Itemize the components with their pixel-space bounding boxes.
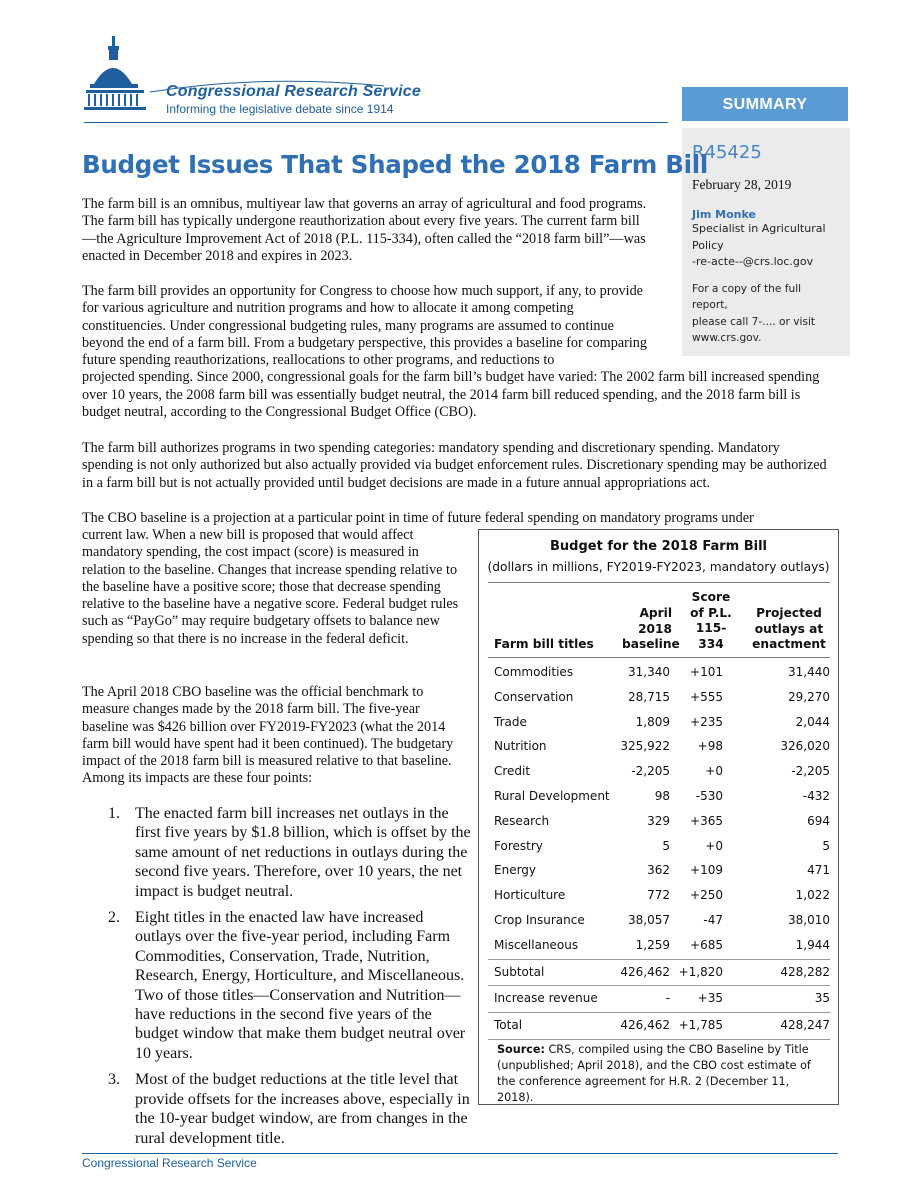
table-cell: 426,462 xyxy=(620,965,670,979)
copy-note-line: For a copy of the full report, xyxy=(692,282,802,311)
table-cell: 35 xyxy=(814,991,830,1005)
table-row-label: Forestry xyxy=(494,839,543,853)
table-cell: 2,044 xyxy=(795,715,830,729)
table-cell: -530 xyxy=(695,789,723,803)
list-item-text: Eight titles in the enacted law have increased outlays over the five-year period, including Farm Commodities, Conservation, Trade, Nutrition, Research, Energy, Horticulture, and Miscellaneous. Two of those titles—Conservation and Nutrition—have reductions in the second five years of the budget window that make them budget neutral over 10 years. xyxy=(135,909,466,1062)
table-cell: 28,715 xyxy=(628,690,670,704)
table-cell: 5 xyxy=(822,839,830,853)
list-number: 1. xyxy=(108,805,120,822)
table-row-label: Increase revenue xyxy=(494,991,598,1005)
header-rule xyxy=(84,122,668,123)
source-label: Source: xyxy=(497,1043,545,1056)
column-header-line: 115- xyxy=(695,621,727,635)
org-tagline: Informing the legislative debate since 1914 xyxy=(166,102,394,116)
table-cell: 1,259 xyxy=(635,938,670,952)
column-header-line: 2018 xyxy=(638,621,672,636)
list-number: 2. xyxy=(108,909,120,927)
report-date: February 28, 2019 xyxy=(692,177,792,192)
org-name: Congressional Research Service xyxy=(166,83,422,100)
column-header xyxy=(747,606,831,653)
table-row xyxy=(488,961,830,985)
table-cell: +0 xyxy=(705,764,723,778)
table-cell: 38,057 xyxy=(628,913,670,927)
table-cell: +101 xyxy=(690,665,723,679)
body-paragraph: The April 2018 CBO baseline was the official benchmark to measure changes made by the 2018 farm bill. The five-year baseline was $426 billion over FY2019-FY2023 (what the 2014 farm bill would have spent had it been continued). The budgetary impact of the 2018 farm bill is measured relative to that baseline. Among its impacts are these four points: xyxy=(82,684,454,787)
table-row-label: Crop Insurance xyxy=(494,913,585,927)
table-row xyxy=(488,934,830,958)
body-paragraph: current law. When a new bill is proposed that would affect mandatory spending, the cost impact (score) is measured in relation to the baseline. Changes that increase spending relative to the baseline have a positive score; those that decrease spending relative to the baseline have a negative score. Federal budget rules such as “PayGo” may require budgetary offsets to balance new spending so that there is no increase in the federal deficit. xyxy=(82,527,459,647)
table-row xyxy=(488,859,830,883)
table-cell: 98 xyxy=(654,789,670,803)
list-item-text: Most of the budget reductions at the title level that provide offsets for the increases above, especially in the 10-year budget window, are from changes in the rural development title. xyxy=(135,1071,470,1147)
table-rule xyxy=(488,1039,830,1040)
table-cell: +685 xyxy=(690,938,723,952)
table-row-label: Commodities xyxy=(494,665,574,679)
table-cell: +250 xyxy=(690,888,723,902)
table-row-label: Rural Development xyxy=(494,789,610,803)
table-subtitle: (dollars in millions, FY2019-FY2023, mandatory outlays) xyxy=(487,560,830,574)
table-cell: - xyxy=(665,991,670,1005)
table-cell: 1,809 xyxy=(635,715,670,729)
table-cell: 329 xyxy=(647,814,670,828)
table-cell: +109 xyxy=(690,863,723,877)
table-cell: 362 xyxy=(647,863,670,877)
table-cell: +98 xyxy=(697,739,723,753)
table-row xyxy=(488,1014,830,1038)
column-header-line: of P.L. xyxy=(690,605,732,620)
body-paragraph: The farm bill authorizes programs in two spending categories: mandatory spending and discretionary spending. Mandatory spending is not only authorized but also actually provided via budget enforcement rules. Discretionary spending may be authorized in a farm bill but is not actually provided until budget decisions are made in a future annual appropriations act. xyxy=(82,440,827,491)
body-paragraph-part: projected spending. Since 2000, congressional goals for the farm bill’s budget have varied: The 2002 farm bill increased spending over 10 years, the 2008 farm bill was essentially budget neutral, the 2014 farm bill reduced spending, and the 2018 farm bill is budget neutral, according to the Congressional Budget Office (CBO). xyxy=(82,369,820,421)
list-item-text: The enacted farm bill increases net outlays in the first five years by $1.8 billion, which is offset by the same amount of net reductions in outlays during the second five years. Therefore, over 10 years, the net impact is budget neutral. xyxy=(135,805,471,900)
report-number: R45425 xyxy=(692,142,762,163)
copy-note-line: please call 7-.... or visit xyxy=(692,315,816,328)
table-cell: -2,205 xyxy=(791,764,830,778)
list-item xyxy=(82,1070,472,1148)
table-rule xyxy=(488,985,830,986)
table-row xyxy=(488,785,830,809)
list-item xyxy=(82,908,472,1063)
table-rule xyxy=(488,657,830,658)
table-rule xyxy=(488,582,830,583)
table-cell: 31,440 xyxy=(788,665,830,679)
table-cell: 1,944 xyxy=(795,938,830,952)
table-cell: +365 xyxy=(690,814,723,828)
body-paragraph: The CBO baseline is a projection at a particular point in time of future federal spending on mandatory programs under xyxy=(82,510,754,526)
table-cell: +1,785 xyxy=(678,1018,723,1032)
column-header-line: baseline xyxy=(622,637,680,651)
author-name[interactable]: Jim Monke xyxy=(692,208,756,221)
body-paragraph: The farm bill is an omnibus, multiyear law that governs an array of agricultural and food programs. The farm bill has typically undergone reauthorization about every five years. The current farm bill—the Agriculture Improvement Act of 2018 (P.L. 115-334), often called the “2018 farm bill”—was enacted in December 2018 and expires in 2023. xyxy=(82,196,647,264)
table-row xyxy=(488,909,830,933)
table-title: Budget for the 2018 Farm Bill xyxy=(549,539,768,554)
crs-website-link[interactable]: www.crs.gov. xyxy=(692,332,762,344)
footer-text: Congressional Research Service xyxy=(82,1156,257,1170)
source-text: CRS, compiled using the CBO Baseline by Title (unpublished; April 2018), and the CBO cost estimate of the conference agreement for H.R. 2 (December 11, 2018). xyxy=(497,1043,811,1104)
list-number: 3. xyxy=(108,1071,120,1089)
column-header xyxy=(622,606,680,653)
table-row-label: Horticulture xyxy=(494,888,566,902)
column-header: Farm bill titles xyxy=(494,637,594,651)
table-cell: -2,205 xyxy=(631,764,670,778)
footer-rule xyxy=(82,1153,838,1154)
table-source xyxy=(497,1042,827,1106)
table-cell: 1,022 xyxy=(795,888,830,902)
table-row-label: Credit xyxy=(494,764,531,778)
table-row xyxy=(488,810,830,834)
body-paragraph xyxy=(82,283,830,421)
table-cell: 29,270 xyxy=(788,690,830,704)
table-cell: 428,282 xyxy=(780,965,830,979)
table-cell: +35 xyxy=(697,991,723,1005)
table-row-label: Subtotal xyxy=(494,965,545,979)
table-row-label: Research xyxy=(494,814,550,828)
impacts-list xyxy=(82,804,472,1155)
table-rule xyxy=(488,959,830,960)
table-cell: 471 xyxy=(807,863,830,877)
table-cell: 772 xyxy=(647,888,670,902)
table-cell: -47 xyxy=(703,913,723,927)
table-cell: 31,340 xyxy=(628,665,670,679)
table-rule xyxy=(488,1012,830,1013)
column-header xyxy=(683,590,739,652)
column-header-line: Projected xyxy=(756,606,822,620)
table-row xyxy=(488,735,830,759)
column-header-line: enactment xyxy=(752,637,826,651)
table-row-label: Energy xyxy=(494,863,537,877)
page-title: Budget Issues That Shaped the 2018 Farm Bill xyxy=(82,150,708,179)
column-header-line: 334 xyxy=(698,636,724,651)
table-cell: +1,820 xyxy=(678,965,723,979)
table-row-label: Miscellaneous xyxy=(494,938,579,952)
column-header-line: April xyxy=(639,606,672,620)
list-item xyxy=(82,804,472,901)
table-row-label: Conservation xyxy=(494,690,574,704)
table-cell: 428,247 xyxy=(780,1018,830,1032)
table-row xyxy=(488,987,830,1011)
table-cell: +235 xyxy=(690,715,723,729)
table-row xyxy=(488,711,830,735)
table-cell: -432 xyxy=(802,789,830,803)
table-cell: 5 xyxy=(662,839,670,853)
table-cell: 325,922 xyxy=(620,739,670,753)
author-email[interactable]: -re-acte--@crs.loc.gov xyxy=(692,255,814,268)
table-row xyxy=(488,884,830,908)
table-cell: 326,020 xyxy=(780,739,830,753)
budget-table-box xyxy=(478,529,839,1105)
body-paragraph-part: The farm bill provides an opportunity for Congress to choose how much support, if any, to provide for various agriculture and nutrition programs and how to allocate it among competing constituencies. Under congressional budgeting rules, many programs are assumed to continue beyond the end of a farm bill. From a budgetary perspective, this provides a baseline for comparing future spending reauthorizations, reallocations to other programs, and reductions to xyxy=(82,283,647,369)
table-row xyxy=(488,686,830,710)
column-header-line: outlays at xyxy=(754,621,824,636)
table-row xyxy=(488,835,830,859)
table-row-label: Total xyxy=(494,1018,523,1032)
table-row xyxy=(488,661,830,685)
author-title: Specialist in Agricultural xyxy=(692,222,826,235)
author-title: Policy xyxy=(692,238,724,252)
column-header-line: Score xyxy=(691,590,731,604)
summary-tab: SUMMARY xyxy=(682,87,848,121)
table-row xyxy=(488,760,830,784)
table-cell: +0 xyxy=(705,839,723,853)
table-cell: 694 xyxy=(807,814,830,828)
table-cell: 426,462 xyxy=(620,1018,670,1032)
table-row-label: Trade xyxy=(494,715,527,729)
table-cell: +555 xyxy=(690,690,723,704)
table-cell: 38,010 xyxy=(788,913,830,927)
table-row-label: Nutrition xyxy=(494,739,547,753)
